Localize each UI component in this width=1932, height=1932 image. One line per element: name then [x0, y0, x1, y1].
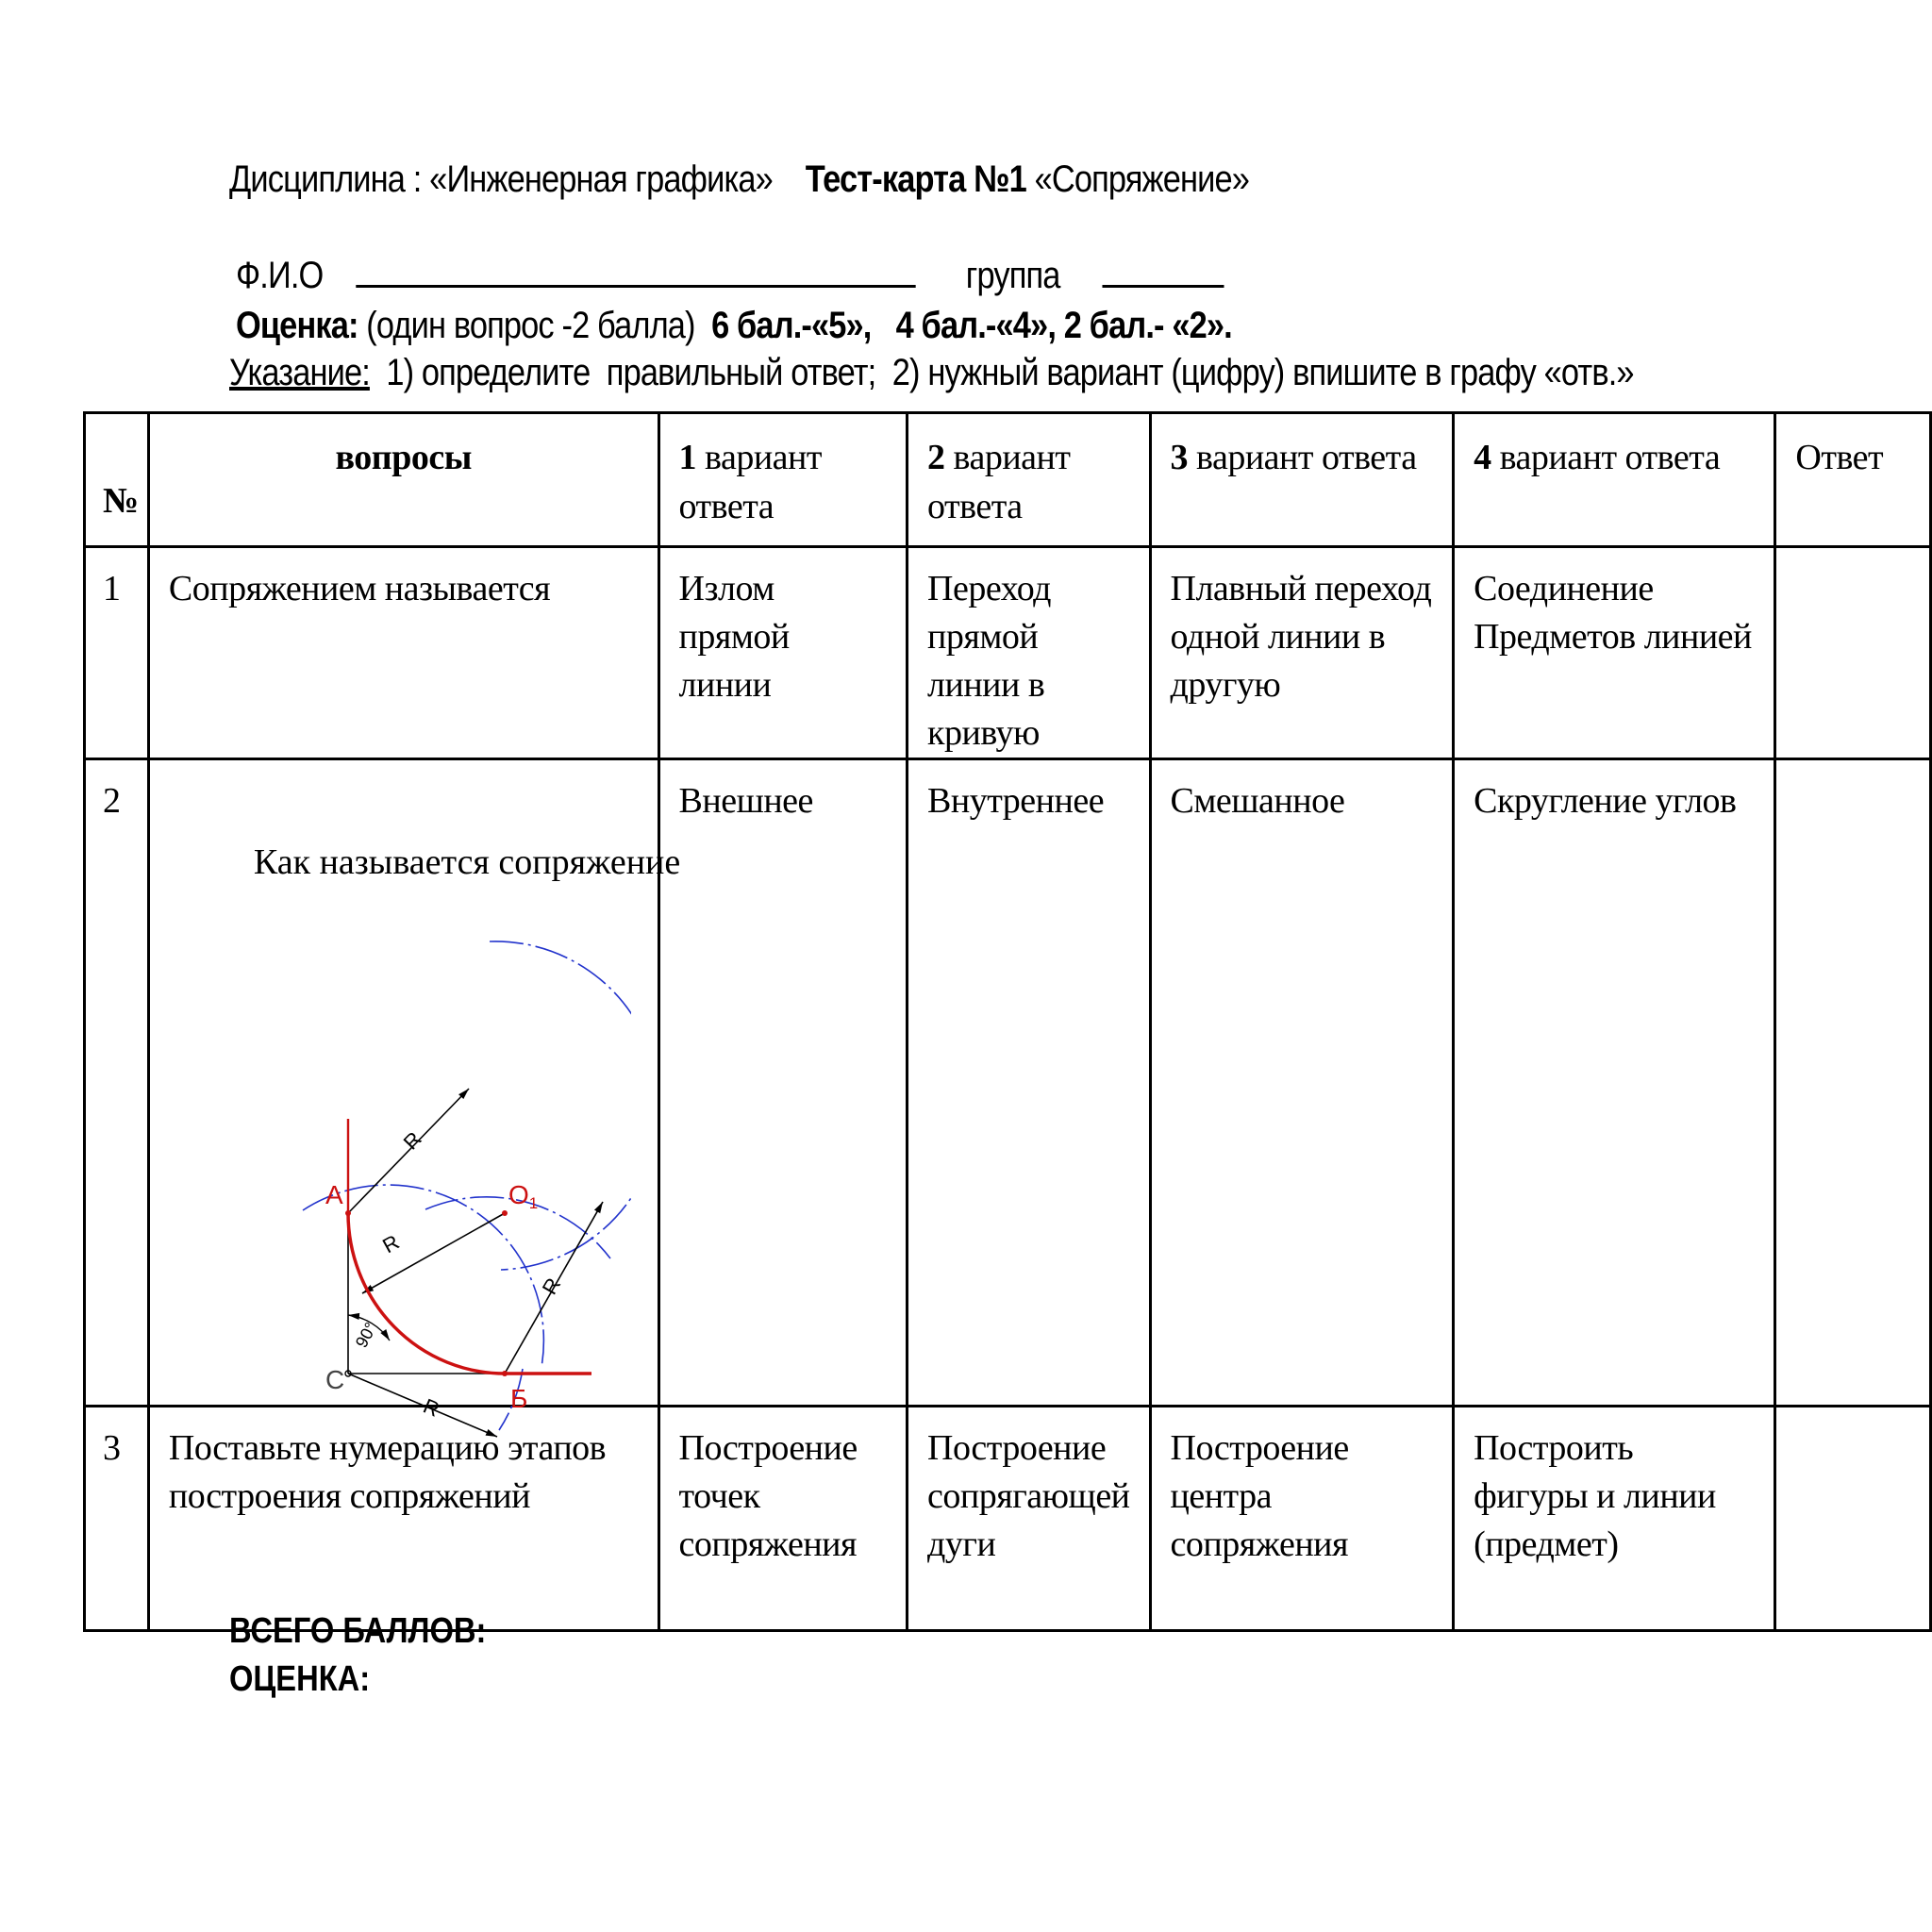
row-1-answer-cell[interactable]	[1775, 547, 1931, 759]
header-variant-4-text: вариант ответа	[1499, 438, 1721, 477]
row-3-variant-3	[1150, 1407, 1454, 1631]
header-instruction-line	[229, 352, 1634, 394]
red-conjugation-arc	[348, 1213, 505, 1374]
row-3-num-cell	[85, 1407, 149, 1631]
variant-text: Построение сопрягающей дуги	[927, 1428, 1130, 1564]
header-answer: Ответ	[1795, 438, 1884, 477]
row-2-variant-4	[1454, 759, 1775, 1407]
fio-field[interactable]	[356, 277, 915, 288]
question-text: Сопряжением называется	[168, 569, 551, 608]
label-r-1: R	[398, 1126, 426, 1155]
row-3-variant-4	[1454, 1407, 1775, 1631]
header-variant-1-text: вариант ответа	[678, 438, 822, 526]
variant-text: Излом прямой линии	[678, 569, 790, 705]
instruction-text: 1) определите правильный ответ; 2) нужный вариант (цифру) впишите в графу «отв.»	[386, 352, 1634, 393]
point-b	[502, 1371, 508, 1376]
row-2-question-cell	[148, 759, 681, 1422]
header-variant-3-num: 3	[1170, 438, 1189, 477]
instruction-label: Указание:	[229, 352, 370, 393]
final-grade-label: ОЦЕНКА:	[229, 1659, 371, 1699]
variant-text: Построение точек сопряжения	[678, 1428, 858, 1564]
header-fio-line	[236, 255, 1224, 297]
label-r-3: R	[537, 1274, 566, 1299]
answer-field[interactable]	[1776, 1407, 1929, 1424]
row-2-num-cell	[85, 759, 149, 1407]
row-1-question-cell	[148, 547, 658, 759]
card-topic: «Сопряжение»	[1034, 158, 1250, 200]
discipline-title: Дисциплина : «Инженерная графика»	[229, 158, 773, 200]
table-row	[85, 547, 1931, 759]
fio-label: Ф.И.О	[236, 255, 324, 296]
header-discipline-line	[229, 158, 1249, 201]
label-r-4: R	[419, 1393, 443, 1422]
row-2-variant-2	[908, 759, 1150, 1407]
point-o1	[502, 1210, 508, 1216]
conjugation-diagram	[291, 930, 631, 1440]
label-o1: O1	[508, 1180, 539, 1212]
header-num-cell	[85, 413, 149, 547]
variant-text: Переход прямой линии в кривую	[927, 569, 1051, 753]
header-variant-2-text: вариант ответа	[927, 438, 1071, 526]
row-3-variant-1	[658, 1407, 908, 1631]
variant-text: Соединение Предметов линией	[1474, 569, 1752, 657]
grade-scale: 6 бал.-«5», 4 бал.-«4», 2 бал.- «2».	[711, 305, 1232, 346]
label-c: C	[325, 1365, 345, 1394]
arc-from-c-top	[490, 941, 631, 1270]
header-variant-4-num: 4	[1474, 438, 1491, 477]
header-variant-1-cell	[658, 413, 908, 547]
variant-text: Построение центра сопряжения	[1170, 1428, 1349, 1564]
row-3-variant-2	[908, 1407, 1150, 1631]
row-1-variant-2	[908, 547, 1150, 759]
header-answer-cell	[1775, 413, 1931, 547]
label-a: A	[325, 1180, 343, 1209]
row-num: 3	[103, 1428, 121, 1468]
question-text: Поставьте нумерацию этапов построения сопряжений	[168, 1428, 607, 1516]
group-field[interactable]	[1102, 277, 1224, 288]
header-variant-2-cell	[908, 413, 1150, 547]
point-a	[345, 1210, 351, 1216]
total-score-label: ВСЕГО БАЛЛОВ:	[229, 1611, 487, 1651]
row-1-variant-3	[1150, 547, 1454, 759]
card-title: Тест-карта №1	[805, 158, 1026, 200]
radius-o1-arrow	[362, 1213, 505, 1293]
variant-text: Внешнее	[678, 781, 813, 821]
row-1-variant-4	[1454, 547, 1775, 759]
variant-text: Плавный переход одной линии в другую	[1170, 569, 1432, 705]
arc-from-a	[303, 1185, 543, 1367]
label-angle: 90°	[351, 1319, 381, 1351]
row-1-num-cell	[85, 547, 149, 759]
table-row	[85, 1407, 1931, 1631]
header-question: вопросы	[335, 438, 472, 477]
row-2-variant-3	[1150, 759, 1454, 1407]
row-3-question-cell	[148, 1407, 658, 1631]
header-variant-3-cell	[1150, 413, 1454, 547]
table-header-row	[85, 413, 1931, 547]
header-variant-1-num: 1	[678, 438, 697, 477]
row-3-answer-cell[interactable]	[1775, 1407, 1931, 1631]
answer-field[interactable]	[1776, 548, 1929, 565]
header-grade-line	[236, 305, 1232, 347]
header-variant-3-text: вариант ответа	[1196, 438, 1417, 477]
header-question-cell	[148, 413, 658, 547]
answer-field[interactable]	[1776, 760, 1929, 777]
row-num: 1	[103, 569, 121, 608]
test-table	[83, 411, 1932, 1632]
grade-rule: (один вопрос -2 балла)	[366, 305, 695, 346]
label-r-2: R	[378, 1229, 404, 1258]
group-label: группа	[965, 255, 1060, 296]
radius-a-arrow	[348, 1089, 469, 1213]
variant-text: Скругление углов	[1474, 781, 1737, 821]
variant-text: Внутреннее	[927, 781, 1105, 821]
header-variant-4-cell	[1454, 413, 1775, 547]
row-2-variant-1	[658, 759, 908, 1407]
header-num: №	[103, 481, 139, 521]
table-row	[85, 759, 1931, 1407]
variant-text: Построить фигуры и линии (предмет)	[1474, 1428, 1716, 1564]
variant-text: Смешанное	[1170, 781, 1345, 821]
row-2-answer-cell[interactable]	[1775, 759, 1931, 1407]
row-num: 2	[103, 781, 121, 821]
header-variant-2-num: 2	[927, 438, 945, 477]
grade-label: Оценка:	[236, 305, 358, 346]
row-1-variant-1	[658, 547, 908, 759]
question-text: Как называется сопряжение	[253, 842, 681, 882]
radius-c-arrow	[348, 1374, 497, 1437]
label-b: Б	[509, 1384, 528, 1413]
